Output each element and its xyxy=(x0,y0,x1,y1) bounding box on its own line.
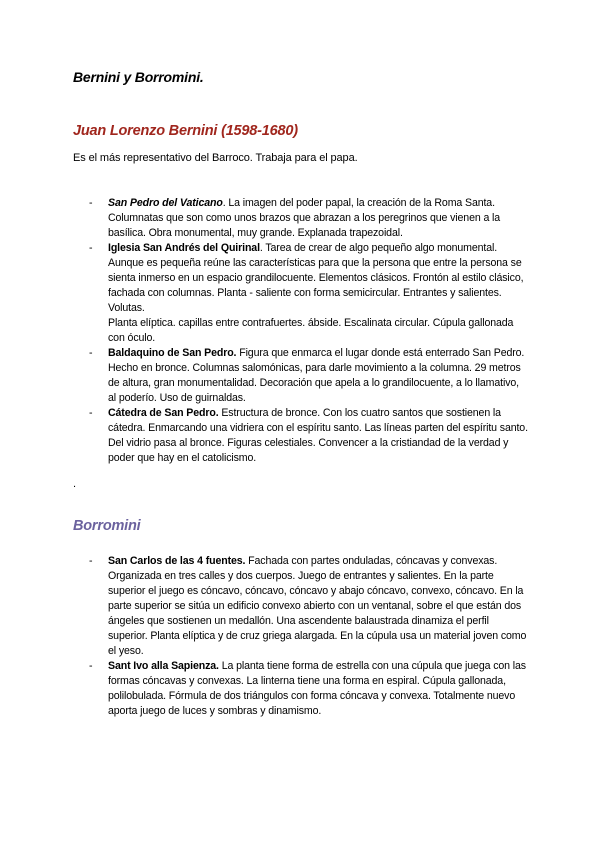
item-text: . Tarea de crear de algo pequeño algo monumental. Aunque es pequeña reúne las características para que la persona que entre la persona se sienta inmerso en un espacio grandilocuente. Elementos clásicos. Frontón al estilo clásico, fachada con columnas. Planta - saliente con forma semicircular. Entrantes y salientes. Volutas. xyxy=(108,242,524,314)
item-text: Figura que enmarca el lugar donde está enterrado San Pedro. Hecho en bronce. Columnas salomónicas, para darle movimiento a la columna. 29 metros de altura, gran monumentalidad. Decoración que apela a lo grandilocuente, a lo llamativo, al poderío. Uso de guirnaldas. xyxy=(108,347,525,404)
item-title: Iglesia San Andrés del Quirinal xyxy=(108,242,260,254)
section-heading-bernini: Juan Lorenzo Bernini (1598-1680) xyxy=(73,123,298,139)
separator-dot: . xyxy=(73,478,77,490)
list-bullet: - xyxy=(89,407,93,419)
item-text: Fachada con partes onduladas, cóncavas y convexas. Organizada en tres calles y dos cuerpos. Juego de entrantes y salientes. En la parte superior el juego es cóncavo, cóncavo, cóncavo y abajo cóncavo, convexo, cóncavo. En la parte superior se sitúa un edificio convexo abierto con un ventanal, sobre el que están dos ángeles que sostienen un medallón. Una ascendente balaustrada dinamiza el perfil superior. Planta elíptica y de cruz griega alargada. En la cúpula usa un material joven como el yeso. xyxy=(108,555,527,657)
list-bullet: - xyxy=(89,242,93,254)
list-item-san-pedro-vaticano xyxy=(89,196,529,241)
item-extra-text: Planta elíptica. capillas entre contrafuertes. ábside. Escalinata circular. Cúpula gallonada con óculo. xyxy=(108,317,514,344)
list-bullet: - xyxy=(89,555,93,567)
item-title: Cátedra de San Pedro. xyxy=(108,407,219,419)
list-bullet: - xyxy=(89,347,93,359)
document-title: Bernini y Borromini. xyxy=(73,69,204,85)
section-heading-borromini: Borromini xyxy=(73,518,141,534)
item-title: San Carlos de las 4 fuentes. xyxy=(108,555,246,567)
list-item-catedra xyxy=(89,406,529,466)
item-title: Sant Ivo alla Sapienza. xyxy=(108,660,219,672)
bernini-intro: Es el más representativo del Barroco. Trabaja para el papa. xyxy=(73,152,358,164)
list-bullet: - xyxy=(89,660,93,672)
list-item-sant-ivo xyxy=(89,659,529,719)
bernini-works-list xyxy=(89,196,529,466)
list-item-san-carlos xyxy=(89,554,529,659)
list-item-san-andres-quirinal xyxy=(89,241,529,346)
item-title: Baldaquino de San Pedro. xyxy=(108,347,237,359)
item-title: San Pedro del Vaticano xyxy=(108,197,223,209)
item-text: Estructura de bronce. Con los cuatro santos que sostienen la cátedra. Enmarcando una vidriera con el espíritu santo. Las líneas parten del espíritu santo. Del vidrio pasa al bronce. Figuras celestiales. Convencer a la cristiandad de la verdad y poder que hay en el catolicismo. xyxy=(108,407,528,464)
item-text: La planta tiene forma de estrella con una cúpula que juega con las formas cóncavas y convexas. La linterna tiene una forma en espiral. Cúpula gallonada, polilobulada. Fórmula de dos triángulos con forma cóncava y convexa. Totalmente nuevo aporta juego de luces y sombras y dinamismo. xyxy=(108,660,526,717)
list-item-baldaquino xyxy=(89,346,529,406)
list-bullet: - xyxy=(89,197,93,209)
borromini-works-list xyxy=(89,554,529,719)
item-text: . La imagen del poder papal, la creación de la Roma Santa. Columnatas que son como unos brazos que abrazan a los peregrinos que vienen a la basílica. Obra monumental, muy grande. Explanada trapezoidal. xyxy=(108,197,501,239)
